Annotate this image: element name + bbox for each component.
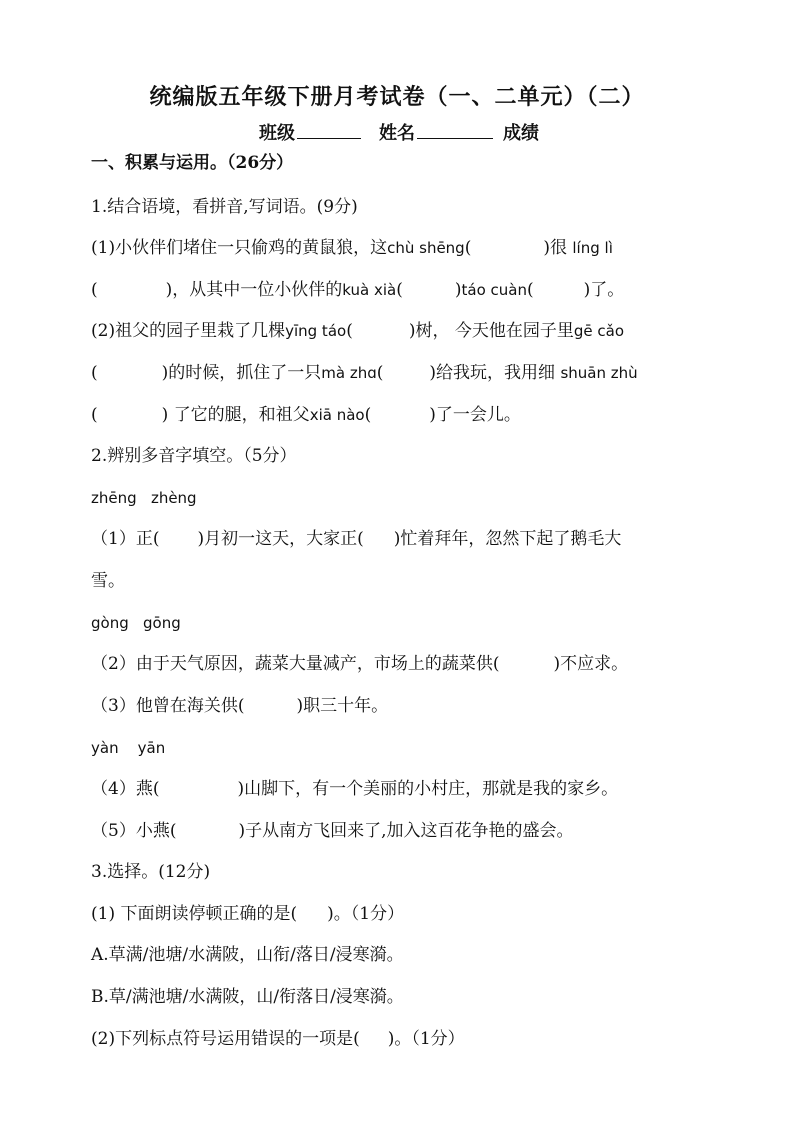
q3-option-b: B.草/满池塘/水满陂，山/衔落日/浸寒漪。 (91, 987, 404, 1007)
q2-s4-text-b: )山脚下，有一个美丽的小村庄，那就是我的家乡。 (237, 779, 619, 799)
q2-s1-text-b: )月初一这天，大家正( (197, 529, 364, 549)
q2-s1-text-c: )忙着拜年，忽然下起了鹅毛大 (393, 529, 622, 549)
question-3-heading: 3.选择。(12分) (91, 862, 211, 882)
q1-p1-pinyin-3: kuà xià (342, 281, 397, 299)
q2-s3-text-b: )职三十年。 (296, 696, 389, 716)
section-heading: 一、积累与运用。（26分） (91, 153, 294, 173)
q1-p2-pinyin-3: mà zhɑ (321, 364, 377, 382)
q1-p2-line1: (2)祖父的园子里栽了几棵yīng táo( )树， 今天他在园子里gē cǎo (91, 321, 625, 341)
q2-sentence-4 (91, 778, 618, 800)
q3-p1-text-b: )。（1分） (327, 904, 405, 924)
q2-sentence-5 (91, 820, 574, 842)
q2-sentence-1-cont: 雪。 (91, 571, 125, 591)
q1-p1-pinyin-4: táo cuàn (461, 281, 527, 299)
q3-part-2 (91, 1028, 465, 1050)
class-label: 班级 (259, 123, 295, 144)
q2-sentence-1 (91, 528, 621, 550)
q3-p1-text-a: (1) 下面朗读停顿正确的是( (91, 904, 298, 924)
q2-s3-text-a: （3）他曾在海关供( (91, 696, 245, 716)
page-title: 统编版五年级下册月考试卷（一、二单元）（二） (149, 84, 645, 110)
q2-pinyin-group-3: yàn yān (91, 739, 166, 757)
q1-p2-pinyin-4: shuān zhù (560, 364, 638, 382)
q2-sentence-2 (91, 653, 628, 675)
name-blank[interactable] (417, 122, 493, 139)
q1-p2-pinyin-2: gē cǎo (573, 322, 625, 340)
q1-p1-line1: (1)小伙伴们堵住一只偷鸡的黄鼠狼，这chù shēng( )很 líng lì (91, 238, 613, 258)
q1-p1-pinyin-2: líng lì (572, 239, 613, 257)
q2-pinyin-group-2: gòng gōng (91, 614, 181, 632)
q1-p1-text-a: (1)小伙伴们堵住一只偷鸡的黄鼠狼，这 (91, 238, 388, 258)
q1-p1-text-d: 了。 (590, 280, 625, 300)
q1-p1-pinyin-1: chù shēng (387, 239, 465, 257)
q1-p1-text-c: ，从其中一位小伙伴的 (172, 280, 343, 300)
q1-p2-line2: ( )的时候，抓住了一只mà zhɑ( )给我玩，我用细 shuān zhù (91, 363, 638, 383)
student-info-line (259, 119, 539, 145)
name-label: 姓名 (379, 123, 415, 144)
q2-s2-text-a: （2）由于天气原因，蔬菜大量减产，市场上的蔬菜供( (91, 654, 500, 674)
q1-p2-text-e: 了它的腿，和祖父 (173, 405, 310, 425)
q1-p1-text-b: 很 (549, 238, 567, 258)
q1-p2-text-b: 树， 今天他在园子里 (415, 321, 574, 341)
q3-p2-text-b: )。（1分） (387, 1029, 465, 1049)
q1-p2-text-f: 了一会儿。 (435, 405, 521, 425)
q1-p2-pinyin-1: yīng táo (285, 322, 347, 340)
q1-p2-line3: ( ) 了它的腿，和祖父xiā nào( )了一会儿。 (91, 405, 521, 425)
q2-sentence-3 (91, 695, 388, 717)
q1-p2-text-a: (2)祖父的园子里栽了几棵 (91, 321, 286, 341)
q3-option-a: A.草满/池塘/水满陂，山衔/落日/浸寒漪。 (91, 945, 404, 965)
score-label: 成绩 (503, 123, 539, 144)
q2-s5-text-a: （5）小燕( (91, 821, 177, 841)
q1-p1-line2: ( )，从其中一位小伙伴的kuà xià( )táo cuàn( )了。 (91, 280, 625, 300)
q1-p2-text-d: 给我玩，我用细 (436, 363, 556, 383)
q2-pinyin-group-1: zhēng zhèng (91, 489, 197, 507)
q3-part-1 (91, 903, 404, 925)
q2-s1-text-a: （1）正( (91, 529, 160, 549)
q2-s4-text-a: （4）燕( (91, 779, 160, 799)
q2-s5-text-b: )子从南方飞回来了,加入这百花争艳的盛会。 (238, 821, 574, 841)
q1-p2-pinyin-5: xiā nào (309, 406, 365, 424)
class-blank[interactable] (297, 122, 361, 139)
q1-p2-text-c: 的时候，抓住了一只 (168, 363, 322, 383)
question-1-heading: 1.结合语境，看拼音,写词语。(9分) (91, 197, 358, 217)
q3-p2-text-a: (2)下列标点符号运用错误的一项是( (91, 1029, 360, 1049)
question-2-heading: 2.辨别多音字填空。（5分） (91, 446, 297, 466)
q2-s2-text-b: )不应求。 (553, 654, 629, 674)
